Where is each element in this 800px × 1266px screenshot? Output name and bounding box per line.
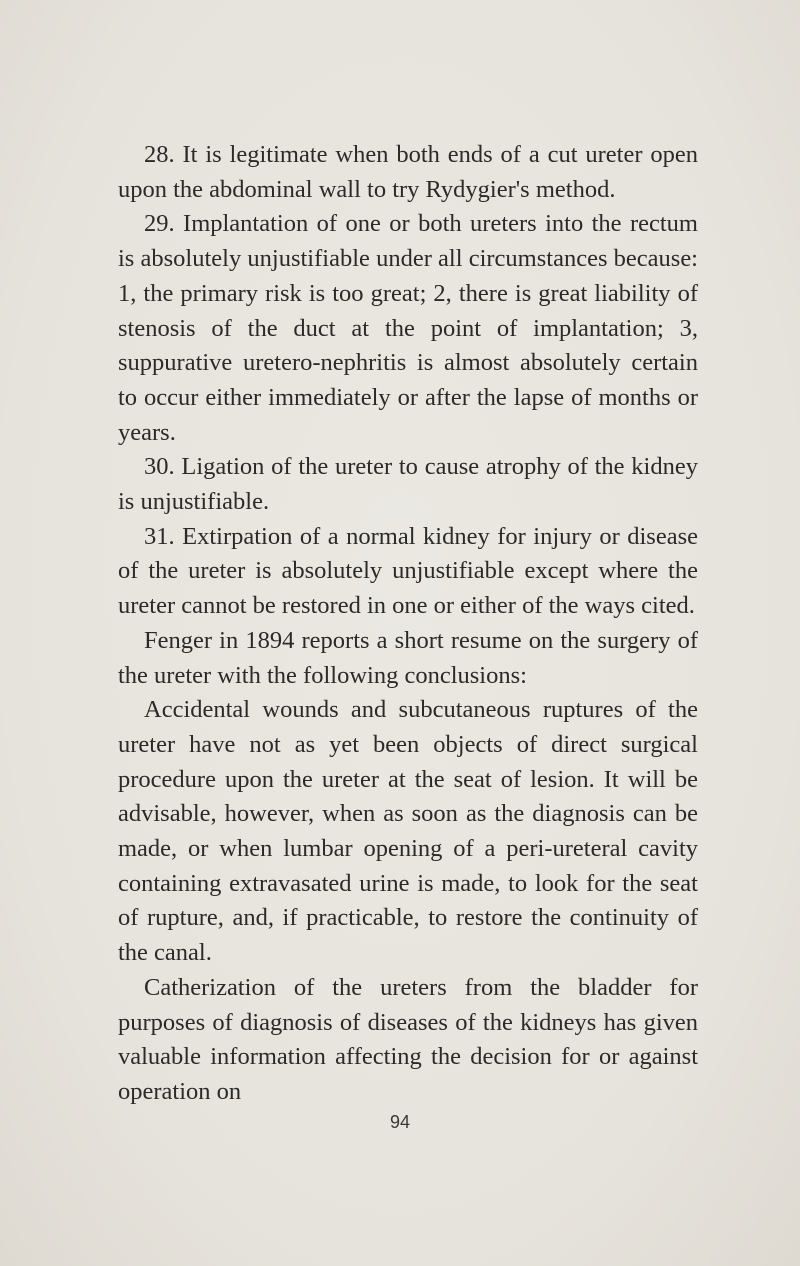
paragraph-30: 30. Ligation of the ureter to cause atrophy of the kidney is unjustifiable.: [118, 453, 698, 516]
paragraph-fenger: Fenger in 1894 reports a short resume on the surgery of the ureter with the following conclusions:: [118, 626, 698, 689]
body-text: [118, 138, 698, 1110]
paragraph-catherization: Catherization of the ureters from the bladder for purposes of diagnosis of diseases of the kidneys has given valuable information affecting the decision for or against operation on: [118, 973, 698, 1105]
paragraph-29: 29. Implantation of one or both ureters into the rectum is absolutely unjustifiable under all circumstances because: 1, the primary risk is too great; 2, there is great liability of stenosis of the duct at the point of implantation; 3, suppurative uretero-nephritis is almost absolutely certain to occur either immediately or after the lapse of months or years.: [118, 210, 698, 446]
paragraph-accidental-wounds: Accidental wounds and subcutaneous ruptures of the ureter have not as yet been objects of direct surgical procedure upon the ureter at the seat of lesion. It will be advisable, however, when as soon as the diagnosis can be made, or when lumbar opening of a peri-ureteral cavity containing extravasated urine is made, to look for the seat of rupture, and, if practicable, to restore the continuity of the canal.: [118, 696, 698, 967]
page-number: 94: [389, 1112, 411, 1132]
paragraph-28: 28. It is legitimate when both ends of a cut ureter open upon the abdominal wall to try Rydygier's method.: [118, 141, 698, 203]
paragraph-31: 31. Extirpation of a normal kidney for injury or disease of the ureter is absolutely unjustifiable except where the ureter cannot be restored in one or either of the ways cited.: [118, 522, 698, 620]
